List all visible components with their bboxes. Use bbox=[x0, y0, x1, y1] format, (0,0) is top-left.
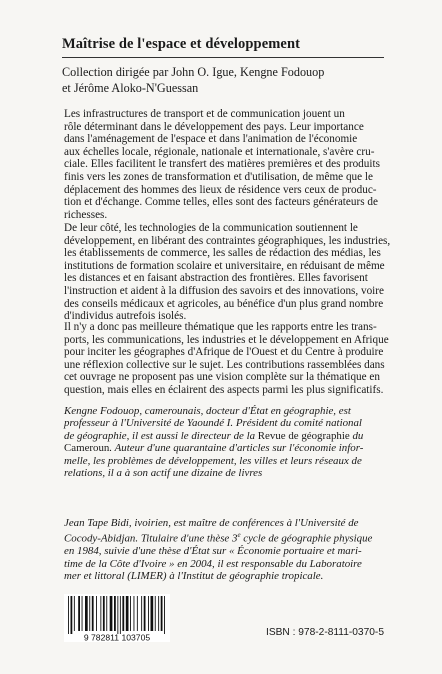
text-line: en 1984, suivie d'une thèse d'État sur « Économie portuaire et mari- bbox=[64, 545, 362, 558]
barcode-bar bbox=[103, 596, 105, 631]
barcode-bar bbox=[158, 596, 159, 631]
barcode-bar bbox=[68, 596, 69, 634]
barcode-bar bbox=[89, 596, 90, 631]
barcode-bar bbox=[92, 596, 94, 631]
text-line: d'individus autrefois isolés. bbox=[64, 310, 187, 323]
text-line: des conseils médicaux et agricoles, au bénéfice d'un plus grand nombre bbox=[64, 297, 384, 310]
text-line bbox=[64, 442, 390, 454]
text-line: ciale. Elles facilitent le transfert des matières premières et des produits bbox=[64, 158, 380, 171]
text-line: rôle déterminant dans le développement des pays. Leur importance bbox=[64, 120, 364, 133]
text-line: question, mais elles en éclairent des aspects parmi les plus significatifs. bbox=[64, 383, 384, 396]
text-line: mer et littoral (LIMER) à l'Institut de géographie tropicale. bbox=[64, 570, 324, 583]
text-run: . Auteur d'une quarantaine d'articles sur l'économie infor- bbox=[109, 442, 364, 455]
text-line: l'instruction et aident à la diffusion des savoirs et des innovations, voire bbox=[64, 284, 384, 297]
text-run: Cocody-Abidjan. Titulaire d'une thèse 3 bbox=[64, 533, 238, 546]
barcode-bar bbox=[151, 596, 154, 631]
text-line: professeur à l'Université de Yaoundé I. Président du comité national bbox=[64, 417, 362, 430]
barcode-bar bbox=[71, 596, 73, 634]
series-title: Maîtrise de l'espace et développement bbox=[62, 36, 301, 52]
text-line: institutions de formation scolaire et universitaire, en réduisant de même bbox=[64, 259, 385, 272]
text-line: Jean Tape Bidi, ivoirien, est maître de conférences à l'Université de bbox=[64, 517, 359, 529]
journal-title: Cameroun bbox=[64, 442, 110, 455]
barcode-bar bbox=[110, 596, 113, 631]
journal-title: Revue de géographie bbox=[257, 429, 350, 442]
text-line: melle, les problèmes de développement, les villes et leurs réseaux de bbox=[64, 454, 362, 467]
barcode-bar bbox=[117, 596, 118, 634]
text-line: finis vers les zones de transformation et d'utilisation, de même que le bbox=[64, 170, 373, 183]
barcode-bar bbox=[164, 596, 165, 634]
barcode-bar bbox=[96, 596, 97, 631]
text-line: relations, il a à son actif une dizaine de livres bbox=[64, 467, 263, 480]
isbn-label: ISBN : 978-2-8111-0370-5 bbox=[266, 627, 384, 638]
text-line: time de la Côte d'Ivoire » en 2004, il est responsable du Laboratoire bbox=[64, 557, 362, 570]
barcode-bar bbox=[130, 596, 131, 631]
text-line: pour inciter les géographes d'Afrique de l'Ouest et du Centre à produire bbox=[64, 346, 384, 359]
blurb-paragraph-3 bbox=[64, 321, 390, 397]
text-line: une réflexion collective sur le sujet. Les contributions rassemblées dans bbox=[64, 358, 385, 371]
blurb-paragraph-2 bbox=[64, 222, 390, 323]
barcode-bar bbox=[122, 596, 124, 631]
text-line: les distances et en faisant abstraction des frontières. Elles favorisent bbox=[64, 272, 368, 285]
text-line: Il n'y a donc pas meilleure thématique que les rapports entre les trans- bbox=[64, 321, 377, 333]
text-line: tion et d'échange. Comme telles, elles sont des facteurs générateurs de bbox=[64, 196, 378, 209]
barcode-bar bbox=[74, 596, 75, 631]
text-line: aux échelles locale, régionale, nationale et internationale, s'avère cru- bbox=[64, 145, 375, 158]
barcode-bar bbox=[85, 596, 88, 631]
text-line: ports, les communications, les industries et le développement en Afrique bbox=[64, 333, 389, 346]
collection-line: Collection dirigée par John O. Igue, Kengne Fodouop bbox=[62, 65, 325, 79]
text-line: richesses. bbox=[64, 208, 108, 221]
text-line: déplacement des hommes des lieux de résidence vers ceux de produc- bbox=[64, 183, 377, 196]
barcode bbox=[64, 594, 170, 642]
text-line: dans l'aménagement de l'espace et dans l'animation de l'économie bbox=[64, 133, 358, 146]
text-run: cycle de géographie physique bbox=[240, 533, 373, 546]
text-line: les établissements de commerce, les salles de rédaction des médias, les bbox=[64, 247, 381, 260]
text-line: De leur côté, les technologies de la communication soutiennent le bbox=[64, 222, 358, 234]
barcode-bar bbox=[126, 596, 129, 631]
barcode-bar bbox=[78, 596, 80, 631]
barcode-bar bbox=[100, 596, 101, 631]
collection-line: et Jérôme Aloko-N'Guessan bbox=[62, 81, 199, 95]
barcode-bar bbox=[114, 596, 116, 631]
text-line: développement, en libérant des contraintes géographiques, les industries, bbox=[64, 234, 391, 247]
text-run: de géographie, il est aussi le directeur de la bbox=[64, 429, 258, 442]
barcode-bar bbox=[134, 596, 135, 631]
text-line: Kengne Fodouop, camerounais, docteur d'État en géographie, est bbox=[64, 405, 351, 417]
collection-editors bbox=[62, 64, 392, 96]
author-bio-tape-bidi bbox=[64, 517, 390, 583]
superscript: e bbox=[237, 531, 241, 540]
barcode-digits: 9 782811 103705 bbox=[83, 632, 151, 642]
barcode-bar bbox=[155, 596, 156, 631]
text-run: du bbox=[349, 429, 364, 442]
barcode-bar bbox=[141, 596, 142, 631]
barcode-bar bbox=[137, 596, 138, 631]
text-line: cet ouvrage ne proposent pas une vision complète sur la thématique en bbox=[64, 371, 380, 384]
blurb-paragraph-1 bbox=[64, 108, 390, 221]
text-line bbox=[64, 430, 390, 442]
barcode-bar bbox=[144, 596, 146, 631]
barcode-bar bbox=[148, 596, 149, 631]
barcode-bar bbox=[82, 596, 83, 631]
title-divider bbox=[62, 57, 384, 58]
text-line bbox=[64, 529, 390, 545]
text-line: Les infrastructures de transport et de communication jouent un bbox=[64, 108, 345, 120]
barcode-bar bbox=[120, 596, 121, 634]
barcode-bar bbox=[161, 596, 163, 631]
barcode-bar bbox=[106, 596, 107, 631]
author-bio-fodouop bbox=[64, 405, 390, 479]
